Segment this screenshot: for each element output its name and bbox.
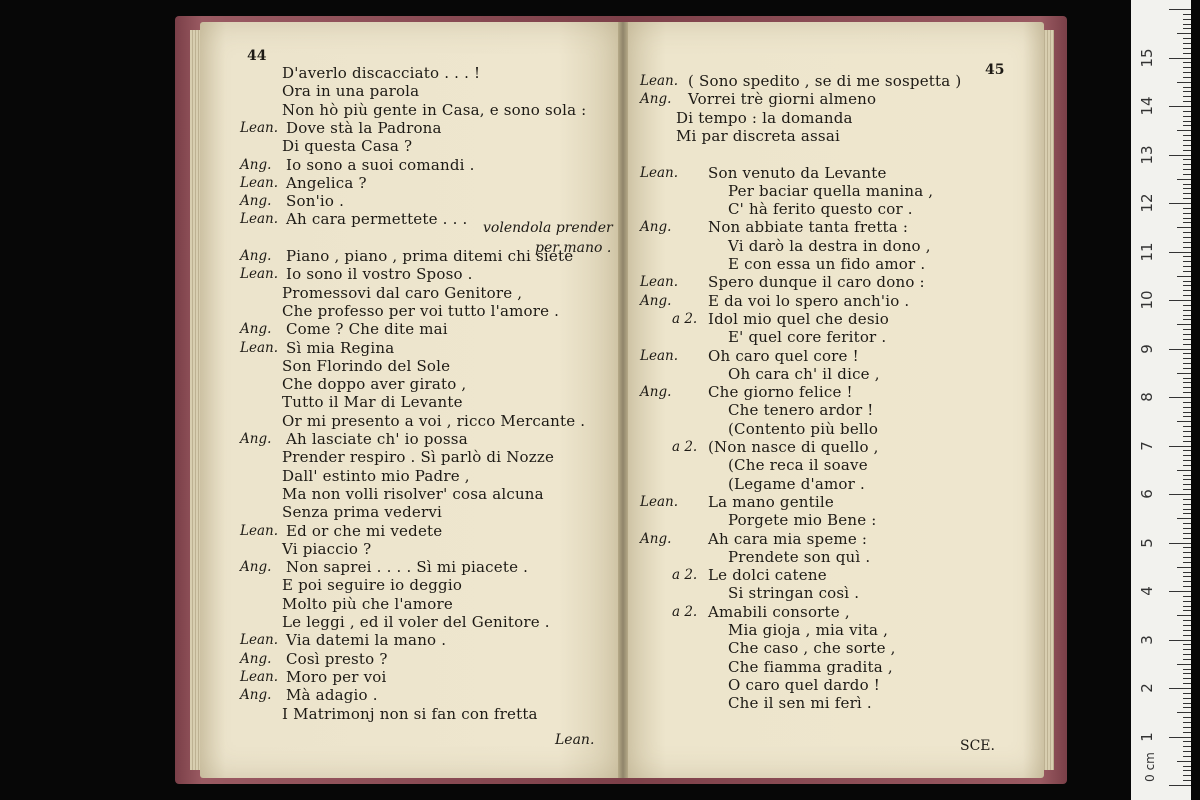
right-verse-line: Mi par discreta assai — [676, 126, 840, 145]
ruler-tick — [1169, 300, 1191, 301]
ruler-tick — [1183, 746, 1191, 747]
ruler-number: 10 — [1138, 290, 1156, 310]
left-speaker: Lean. — [240, 211, 278, 228]
ruler-tick — [1183, 766, 1191, 767]
ruler-tick — [1183, 576, 1191, 577]
ruler-tick — [1183, 479, 1191, 480]
ruler-tick — [1183, 218, 1191, 219]
ruler-tick — [1183, 756, 1191, 757]
ruler-tick — [1183, 659, 1191, 660]
ruler-tick — [1183, 673, 1191, 674]
right-verse-line: O caro quel dardo ! — [728, 675, 881, 694]
ruler-tick — [1183, 630, 1191, 631]
left-verse-line: Le leggi , ed il voler del Genitore . — [282, 613, 550, 631]
ruler-tick — [1183, 596, 1191, 597]
ruler-tick — [1183, 382, 1191, 383]
left-page-number: 44 — [247, 48, 267, 64]
right-speaker: Ang. — [640, 91, 672, 108]
right-verse-line: Le dolci catene — [708, 566, 827, 585]
ruler-tick — [1177, 518, 1191, 519]
ruler-tick — [1177, 421, 1191, 422]
right-speaker: Ang. — [640, 292, 672, 309]
left-speaker: Ang. — [240, 156, 272, 173]
ruler-tick — [1183, 780, 1191, 781]
right-verse-line: Vi darò la destra in dono , — [728, 236, 931, 255]
book-gutter — [618, 22, 628, 778]
left-verse-line: D'averlo discacciato . . . ! — [282, 64, 481, 82]
left-speaker: Ang. — [240, 559, 272, 576]
ruler-tick — [1183, 722, 1191, 723]
ruler-number: 4 — [1138, 586, 1156, 596]
right-speaker: Ang. — [640, 219, 672, 236]
ruler-tick — [1183, 489, 1191, 490]
right-verse-line: (Contento più bello — [728, 419, 879, 438]
right-verse-line: Non abbiate tanta fretta : — [708, 218, 909, 237]
ruler-tick — [1183, 533, 1191, 534]
ruler-tick — [1177, 227, 1191, 228]
left-verse-line: Mà adagio . — [286, 686, 378, 705]
ruler-tick — [1169, 640, 1191, 641]
right-verse-line: Mia gioja , mia vita , — [728, 621, 889, 639]
ruler-tick — [1177, 130, 1191, 131]
ruler-tick — [1183, 465, 1191, 466]
right-verse-line: (Che reca il soave — [728, 456, 868, 475]
left-catchword: Lean. — [555, 732, 595, 748]
ruler-tick — [1183, 358, 1191, 359]
ruler-tick — [1183, 222, 1191, 223]
ruler-tick — [1183, 169, 1191, 170]
left-verse-line: Io sono a suoi comandi . — [286, 155, 475, 174]
ruler-tick — [1183, 644, 1191, 645]
ruler-tick — [1183, 339, 1191, 340]
ruler-tick — [1183, 601, 1191, 602]
ruler-tick — [1183, 135, 1191, 136]
ruler-tick — [1183, 237, 1191, 238]
left-verse-line: Son'io . — [286, 192, 345, 211]
ruler-tick — [1183, 557, 1191, 558]
ruler-tick — [1183, 310, 1191, 311]
ruler-tick — [1183, 727, 1191, 728]
right-verse-line: Che caso , che sorte , — [728, 639, 896, 658]
left-verse-line: Promessovi dal caro Genitore , — [282, 283, 523, 302]
ruler-number: 2 — [1138, 683, 1156, 693]
ruler-tick — [1183, 101, 1191, 102]
ruler-tick — [1183, 344, 1191, 345]
ruler-tick — [1183, 87, 1191, 88]
ruler-tick — [1183, 247, 1191, 248]
ruler-tick — [1183, 770, 1191, 771]
left-verse-line: Angelica ? — [286, 173, 367, 192]
ruler-tick — [1183, 121, 1191, 122]
ruler-tick — [1183, 562, 1191, 563]
ruler-tick — [1183, 159, 1191, 160]
right-verse-line: C' hà ferito questo cor . — [728, 200, 913, 219]
ruler-tick — [1183, 698, 1191, 699]
ruler-tick — [1183, 426, 1191, 427]
ruler-tick — [1183, 504, 1191, 505]
left-verse-line: I Matrimonj non si fan con fretta — [282, 704, 538, 723]
ruler-tick — [1183, 290, 1191, 291]
ruler-tick — [1183, 387, 1191, 388]
left-verse-line: Via datemi la mano . — [286, 631, 447, 650]
ruler-tick — [1183, 188, 1191, 189]
ruler-tick — [1183, 552, 1191, 553]
ruler-tick — [1169, 203, 1191, 204]
ruler-tick — [1183, 329, 1191, 330]
left-speaker: Lean. — [240, 174, 278, 191]
stage-direction-line-2: per mano . — [535, 240, 612, 256]
ruler-tick — [1183, 285, 1191, 286]
ruler-tick — [1177, 470, 1191, 471]
right-verse-line: Porgete mio Bene : — [728, 511, 877, 530]
right-verse-line: E con essa un fido amor . — [728, 255, 926, 273]
right-speaker: a 2. — [672, 310, 698, 327]
ruler-tick — [1183, 14, 1191, 15]
ruler-tick — [1183, 232, 1191, 233]
ruler-tick — [1169, 446, 1191, 447]
right-verse-line: Che tenero ardor ! — [728, 401, 874, 420]
right-page-number: 45 — [985, 62, 1005, 78]
left-verse-line: Prender respiro . Sì parlò di Nozze — [282, 448, 555, 467]
ruler-tick — [1183, 125, 1191, 126]
left-speaker: Ang. — [240, 650, 272, 667]
ruler-tick — [1183, 678, 1191, 679]
ruler-tick — [1183, 572, 1191, 573]
left-verse-line: Io sono il vostro Sposo . — [286, 265, 473, 284]
ruler-tick — [1183, 654, 1191, 655]
right-speaker: Ang. — [640, 384, 672, 401]
ruler-tick — [1183, 38, 1191, 39]
left-verse-line: Di questa Casa ? — [282, 137, 413, 156]
left-verse-line: Or mi presento a voi , ricco Mercante . — [282, 411, 586, 430]
ruler-tick — [1183, 198, 1191, 199]
ruler-tick — [1183, 707, 1191, 708]
right-speaker: Lean. — [640, 493, 678, 510]
right-verse-line: Per baciar quella manina , — [728, 181, 934, 200]
ruler-tick — [1169, 543, 1191, 544]
measurement-ruler — [1131, 0, 1191, 800]
ruler-tick — [1183, 184, 1191, 185]
ruler-number: 9 — [1138, 343, 1156, 354]
ruler-tick — [1183, 315, 1191, 316]
ruler-tick — [1183, 24, 1191, 25]
left-speaker: Ang. — [240, 193, 272, 210]
ruler-tick — [1177, 33, 1191, 34]
ruler-tick — [1183, 363, 1191, 364]
right-verse-line: Di tempo : la domanda — [676, 108, 853, 127]
right-speaker: Lean. — [640, 274, 678, 291]
ruler-tick — [1169, 494, 1191, 495]
ruler-number: 3 — [1138, 634, 1156, 645]
ruler-tick — [1183, 48, 1191, 49]
ruler-tick — [1177, 373, 1191, 374]
ruler-tick — [1183, 649, 1191, 650]
ruler-tick — [1169, 397, 1191, 398]
ruler-tick — [1183, 703, 1191, 704]
left-speaker: Ang. — [240, 248, 272, 264]
ruler-number: 12 — [1138, 193, 1156, 213]
left-speaker: Ang. — [240, 321, 272, 338]
ruler-unit-label: 0 cm — [1142, 752, 1157, 782]
right-verse-line: Amabili consorte , — [708, 602, 850, 621]
left-verse-line: Ora in una parola — [282, 82, 420, 101]
ruler-tick — [1183, 378, 1191, 379]
right-verse-line: Prendete son quì . — [728, 547, 871, 566]
ruler-tick — [1183, 669, 1191, 670]
ruler-tick — [1183, 775, 1191, 776]
ruler-tick — [1177, 179, 1191, 180]
ruler-tick — [1177, 615, 1191, 616]
left-verse-line: Moro per voi — [286, 667, 387, 686]
ruler-tick — [1183, 67, 1191, 68]
left-speaker: Lean. — [240, 668, 278, 685]
ruler-tick — [1183, 353, 1191, 354]
ruler-tick — [1183, 450, 1191, 451]
ruler-tick — [1177, 712, 1191, 713]
ruler-tick — [1183, 732, 1191, 733]
ruler-tick — [1183, 53, 1191, 54]
ruler-tick — [1183, 111, 1191, 112]
ruler-tick — [1183, 431, 1191, 432]
ruler-tick — [1177, 82, 1191, 83]
ruler-tick — [1183, 266, 1191, 267]
ruler-tick — [1169, 688, 1191, 689]
left-speaker: Ang. — [240, 687, 272, 704]
ruler-tick — [1183, 261, 1191, 262]
ruler-tick — [1183, 402, 1191, 403]
right-verse-line: Che il sen mi ferì . — [728, 694, 872, 713]
right-verse-line: Che fiamma gradita , — [728, 657, 893, 676]
ruler-tick — [1183, 441, 1191, 442]
ruler-tick — [1183, 407, 1191, 408]
ruler-tick — [1183, 19, 1191, 20]
ruler-tick — [1183, 334, 1191, 335]
right-verse-line: Oh caro quel core ! — [708, 346, 859, 365]
ruler-number: 11 — [1138, 241, 1156, 262]
left-verse-line: Ah lasciate ch' io possa — [286, 430, 468, 448]
ruler-tick — [1183, 72, 1191, 73]
ruler-tick — [1183, 693, 1191, 694]
left-speaker: Lean. — [240, 119, 278, 136]
left-verse-line: Vi piaccio ? — [282, 539, 372, 558]
ruler-tick — [1183, 174, 1191, 175]
stage-direction-line-1: volendola prender — [483, 220, 613, 236]
ruler-tick — [1183, 150, 1191, 151]
left-verse-line: Ah cara permettete . . . — [286, 210, 468, 229]
left-verse-line: Piano , piano , prima ditemi chi siete — [286, 247, 574, 265]
ruler-tick — [1183, 62, 1191, 63]
ruler-number: 14 — [1138, 96, 1156, 116]
left-verse-line: Ed or che mi vedete — [286, 521, 443, 540]
ruler-tick — [1183, 717, 1191, 718]
right-verse-line: ( Sono spedito , se di me sospetta ) — [688, 72, 962, 90]
right-verse-line: La mano gentile — [708, 492, 834, 511]
ruler-tick — [1183, 116, 1191, 117]
right-speaker: Ang. — [640, 530, 672, 547]
ruler-tick — [1183, 460, 1191, 461]
ruler-tick — [1183, 625, 1191, 626]
left-verse-line: Non saprei . . . . Sì mi piacete . — [286, 558, 529, 577]
ruler-number: 8 — [1138, 392, 1156, 402]
ruler-tick — [1169, 591, 1191, 592]
ruler-tick — [1169, 737, 1191, 738]
ruler-tick — [1183, 581, 1191, 582]
ruler-tick — [1183, 484, 1191, 485]
ruler-tick — [1183, 208, 1191, 209]
ruler-tick — [1183, 412, 1191, 413]
left-verse-line: Sì mia Regina — [286, 338, 395, 357]
right-verse-line: Son venuto da Levante — [708, 163, 887, 182]
right-verse-line: (Legame d'amor . — [728, 474, 865, 493]
ruler-tick — [1183, 164, 1191, 165]
ruler-number: 7 — [1138, 440, 1156, 451]
ruler-tick — [1183, 523, 1191, 524]
ruler-tick — [1183, 43, 1191, 44]
ruler-tick — [1183, 213, 1191, 214]
left-verse-line: Come ? Che dite mai — [286, 320, 448, 339]
ruler-tick — [1169, 58, 1191, 59]
ruler-tick — [1183, 606, 1191, 607]
right-verse-line: Che giorno felice ! — [708, 383, 853, 402]
right-speaker: Lean. — [640, 164, 678, 181]
ruler-tick — [1183, 281, 1191, 282]
ruler-tick — [1183, 368, 1191, 369]
ruler-tick — [1183, 91, 1191, 92]
left-verse-line: Che doppo aver girato , — [282, 375, 467, 394]
ruler-tick — [1183, 586, 1191, 587]
right-speaker: a 2. — [672, 439, 698, 455]
ruler-tick — [1183, 242, 1191, 243]
ruler-tick — [1169, 106, 1191, 107]
ruler-tick — [1169, 252, 1191, 253]
left-verse-line: Che professo per voi tutto l'amore . — [282, 301, 560, 320]
right-speaker: Lean. — [640, 347, 678, 364]
right-speaker: a 2. — [672, 567, 698, 584]
ruler-tick — [1183, 610, 1191, 611]
ruler-number: 13 — [1138, 144, 1156, 165]
left-speaker: Ang. — [240, 431, 272, 447]
ruler-tick — [1183, 436, 1191, 437]
ruler-tick — [1183, 683, 1191, 684]
left-verse-line: Dall' estinto mio Padre , — [282, 466, 470, 485]
ruler-tick — [1183, 305, 1191, 306]
ruler-tick — [1183, 256, 1191, 257]
ruler-tick — [1183, 392, 1191, 393]
ruler-tick — [1183, 140, 1191, 141]
right-verse-line: Idol mio quel che desio — [708, 309, 889, 328]
right-speaker: a 2. — [672, 603, 698, 620]
ruler-tick — [1183, 475, 1191, 476]
left-verse-line: Tutto il Mar di Levante — [282, 393, 463, 412]
right-catchword: SCE. — [960, 738, 995, 754]
left-speaker: Lean. — [240, 522, 278, 539]
ruler-tick — [1183, 28, 1191, 29]
ruler-tick — [1183, 416, 1191, 417]
ruler-tick — [1183, 547, 1191, 548]
right-verse-line: (Non nasce di quello , — [708, 438, 879, 456]
left-verse-line: Son Florindo del Sole — [282, 356, 451, 375]
right-verse-line: E da voi lo spero anch'io . — [708, 291, 910, 310]
left-speaker: Lean. — [240, 632, 278, 649]
ruler-tick — [1183, 538, 1191, 539]
ruler-number: 15 — [1138, 47, 1156, 68]
right-verse-line: Spero dunque il caro dono : — [708, 273, 925, 292]
ruler-tick — [1183, 499, 1191, 500]
ruler-tick — [1183, 193, 1191, 194]
ruler-tick — [1183, 295, 1191, 296]
ruler-tick — [1183, 77, 1191, 78]
ruler-tick — [1169, 785, 1191, 786]
left-verse-line: Dove stà la Padrona — [286, 118, 442, 137]
ruler-tick — [1183, 620, 1191, 621]
left-verse-line: Molto più che l'amore — [282, 594, 453, 613]
right-verse-line: Ah cara mia speme : — [708, 529, 868, 548]
ruler-tick — [1177, 664, 1191, 665]
ruler-tick — [1177, 567, 1191, 568]
left-verse-line: E poi seguire io deggio — [282, 576, 463, 595]
right-verse-line: Vorrei trè giorni almeno — [688, 90, 877, 109]
left-verse-line: Senza prima vedervi — [282, 503, 443, 522]
ruler-tick — [1169, 155, 1191, 156]
ruler-tick — [1183, 271, 1191, 272]
right-verse-line: E' quel core feritor . — [728, 328, 887, 347]
ruler-number: 1 — [1138, 731, 1156, 742]
ruler-number: 5 — [1138, 537, 1156, 548]
ruler-tick — [1169, 349, 1191, 350]
ruler-tick — [1183, 509, 1191, 510]
left-verse-line: Non hò più gente in Casa, e sono sola : — [282, 100, 587, 119]
ruler-tick — [1183, 145, 1191, 146]
ruler-tick — [1177, 276, 1191, 277]
ruler-tick — [1183, 455, 1191, 456]
ruler-tick — [1183, 513, 1191, 514]
ruler-tick — [1183, 751, 1191, 752]
left-speaker: Lean. — [240, 266, 278, 283]
ruler-tick — [1183, 741, 1191, 742]
ruler-tick — [1183, 528, 1191, 529]
ruler-tick — [1177, 761, 1191, 762]
ruler-tick — [1183, 319, 1191, 320]
ruler-number: 6 — [1138, 489, 1156, 499]
ruler-tick — [1177, 324, 1191, 325]
right-speaker: Lean. — [640, 73, 678, 89]
right-verse-line: Si stringan così . — [728, 584, 860, 603]
left-speaker: Lean. — [240, 339, 278, 356]
ruler-tick — [1169, 9, 1191, 10]
right-verse-line: Oh cara ch' il dice , — [728, 364, 880, 383]
ruler-tick — [1183, 96, 1191, 97]
ruler-tick — [1183, 635, 1191, 636]
left-verse-line: Ma non volli risolver' cosa alcuna — [282, 484, 544, 503]
left-verse-line: Così presto ? — [286, 649, 388, 668]
